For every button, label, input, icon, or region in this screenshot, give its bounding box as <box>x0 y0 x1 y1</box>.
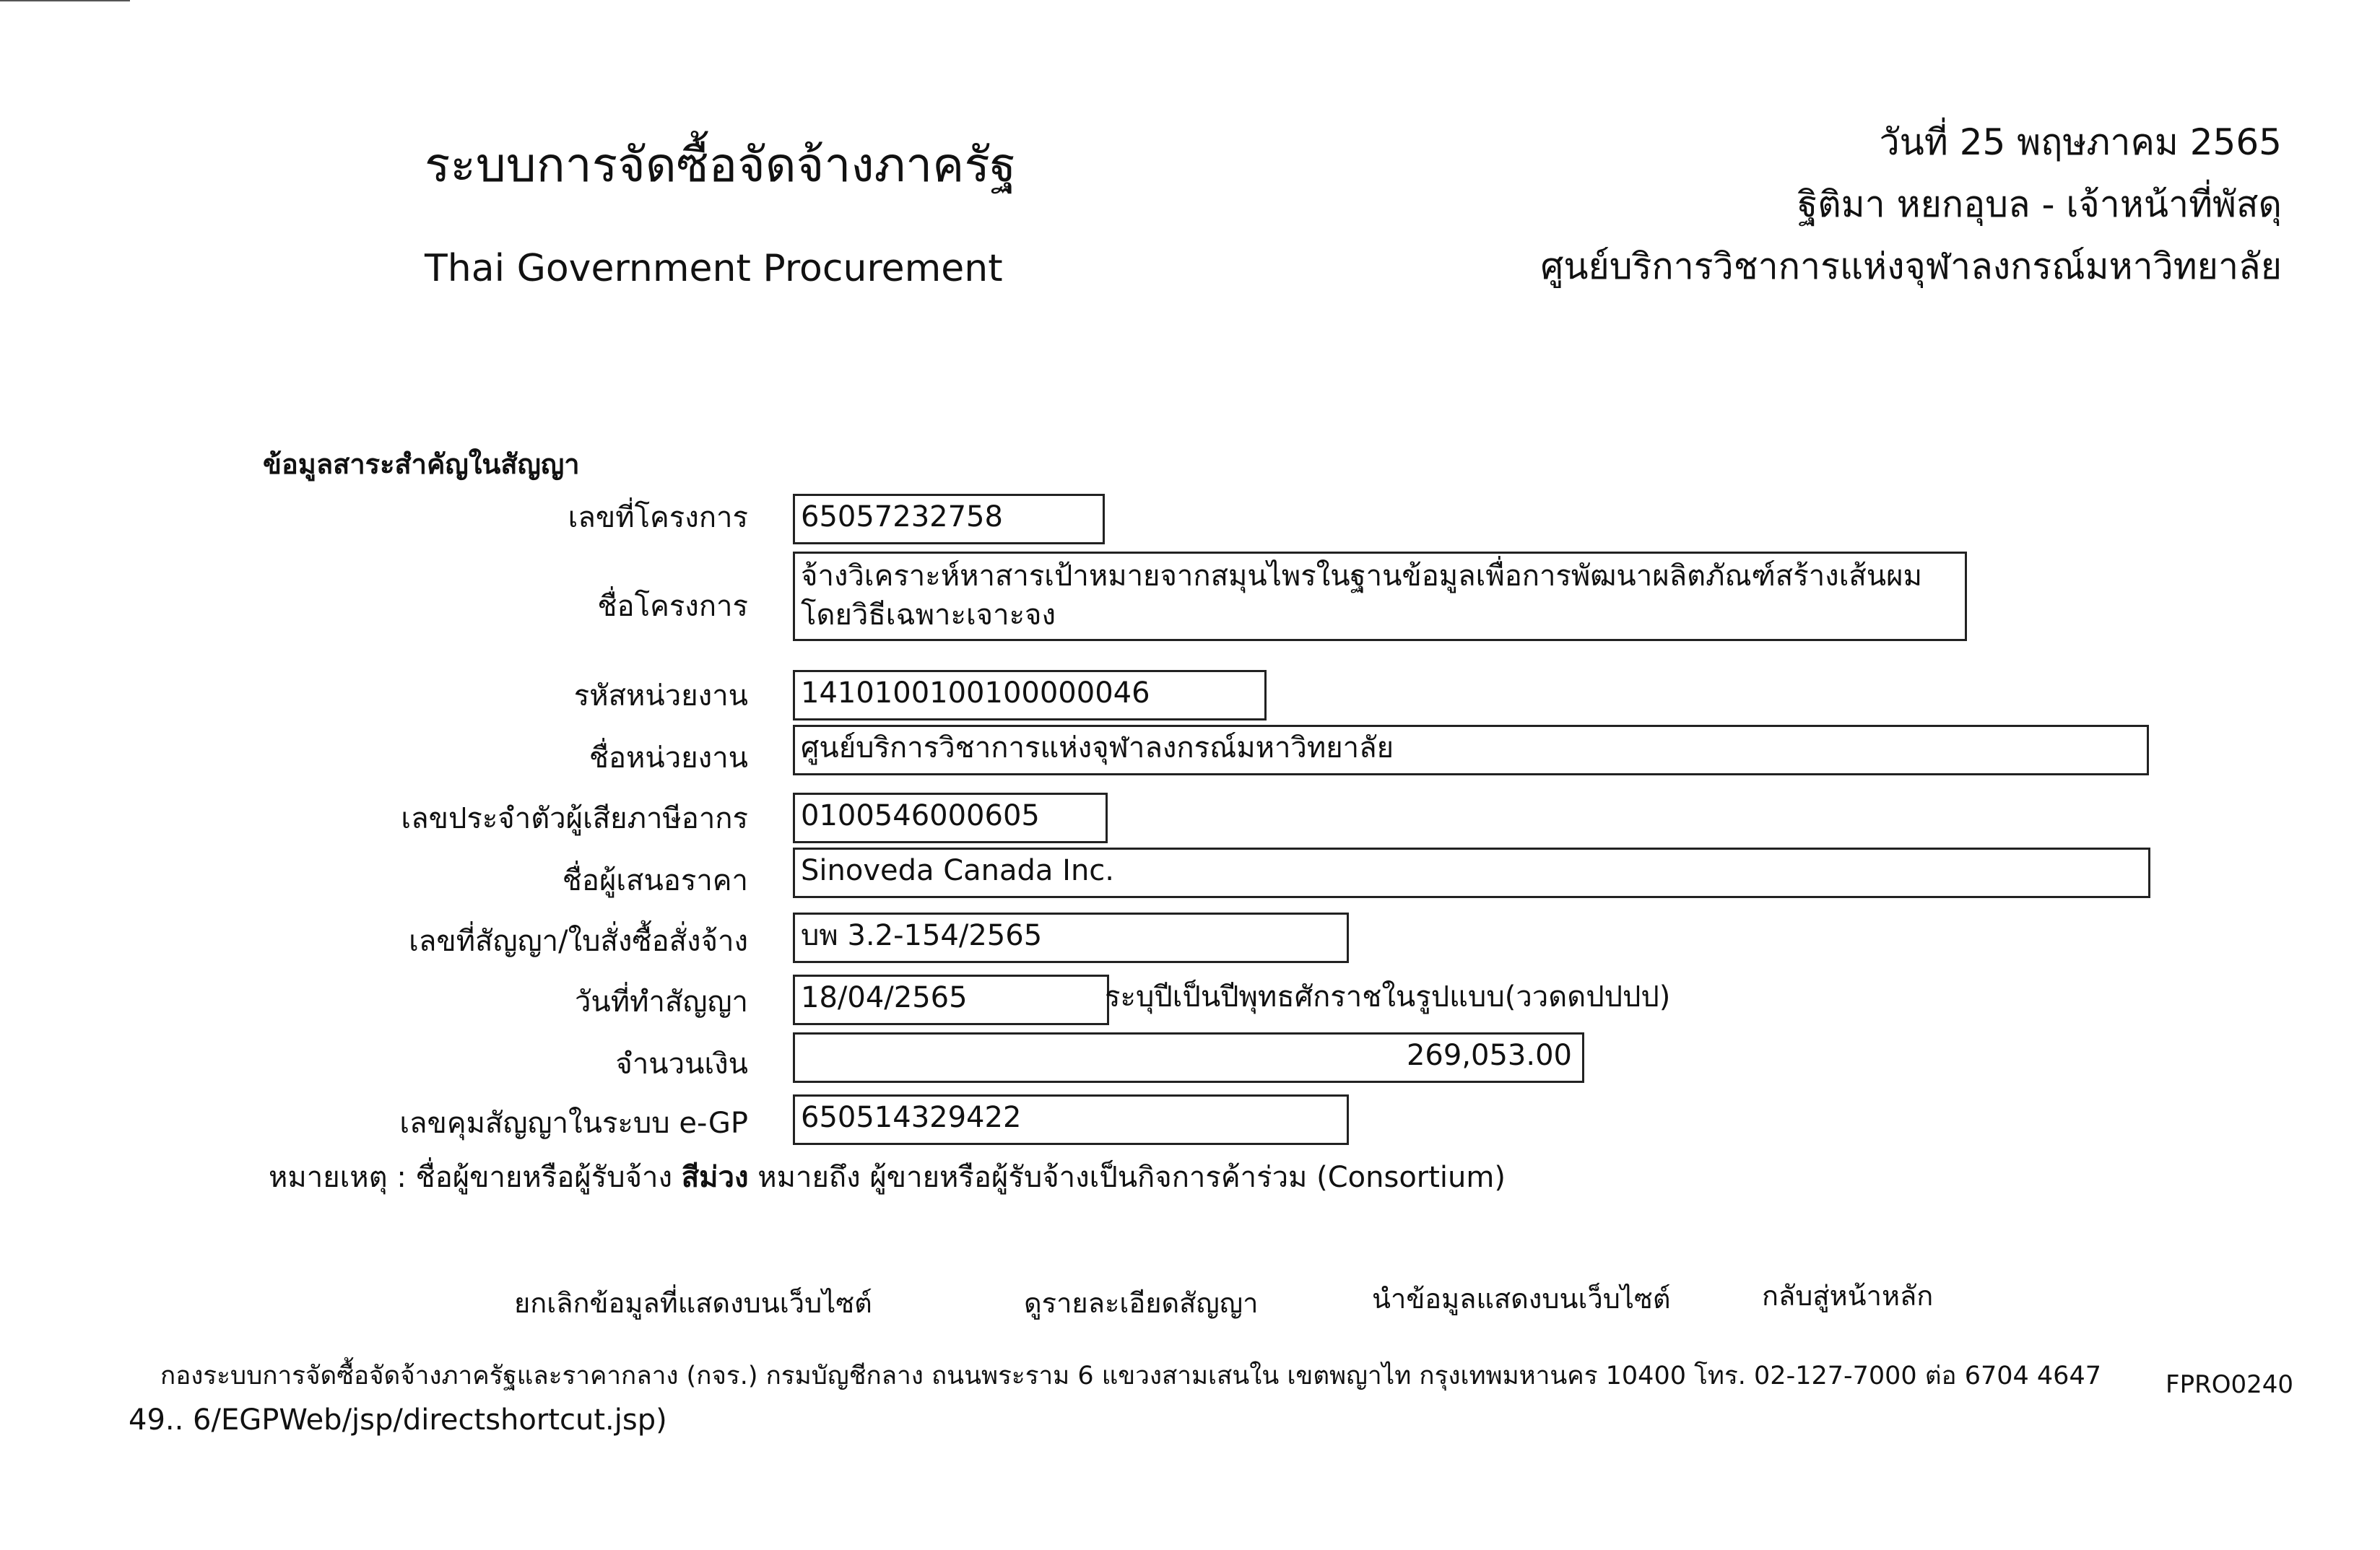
agency-name-label: ชื่อหน่วยงาน <box>589 741 748 775</box>
cancel-display-link[interactable]: ยกเลิกข้อมูลที่แสดงบนเว็บไซต์ <box>514 1287 872 1319</box>
report-date: วันที่ 25 พฤษภาคม 2565 <box>1879 121 2282 163</box>
footer-address: กองระบบการจัดซื้อจัดจ้างภาครัฐและราคากลาง (กจร.) กรมบัญชีกลาง ถนนพระราม 6 แขวงสามเสนใน เขตพญาไท กรุงเทพมหานคร 10400 โทร. 02-127-7000 ต่อ 6704 4647 <box>160 1362 2101 1390</box>
project-name-field[interactable]: จ้างวิเคราะห์หาสารเป้าหมายจากสมุนไพรในฐานข้อมูลเพื่อการพัฒนาผลิตภัณฑ์สร้างเส้นผม โดยวิธีเฉพาะเจาะจง <box>793 552 1967 641</box>
note-prefix: หมายเหตุ : ชื่อผู้ขายหรือผู้รับจ้าง <box>269 1161 673 1194</box>
scan-artifact-line <box>0 0 130 1</box>
consortium-note <box>269 1154 1506 1200</box>
egp-contract-no-field[interactable]: 650514329422 <box>793 1094 1349 1145</box>
agency-code-label: รหัสหน่วยงาน <box>573 679 748 713</box>
contract-date-label: วันที่ทำสัญญา <box>574 985 748 1019</box>
tax-id-field[interactable]: 0100546000605 <box>793 793 1108 843</box>
project-no-label: เลขที่โครงการ <box>568 501 748 534</box>
contract-date-format-hint: ระบุปีเป็นปีพุทธศักราชในรูปแบบ(ววดดปปปป) <box>1105 980 1671 1014</box>
agency-name-field[interactable]: ศูนย์บริการวิชาการแห่งจุฬาลงกรณ์มหาวิทยาลัย <box>793 725 2149 775</box>
note-suffix: หมายถึง ผู้ขายหรือผู้รับจ้างเป็นกิจการค้าร่วม (Consortium) <box>757 1161 1506 1194</box>
view-contract-link[interactable]: ดูรายละเอียดสัญญา <box>1024 1287 1259 1319</box>
system-title-english: Thai Government Procurement <box>425 247 1003 290</box>
page-url: 49.. 6/EGPWeb/jsp/directshortcut.jsp) <box>129 1403 667 1437</box>
contract-no-field[interactable]: บพ 3.2-154/2565 <box>793 913 1349 963</box>
organization-name: ศูนย์บริการวิชาการแห่งจุฬาลงกรณ์มหาวิทยาลัย <box>1540 245 2282 287</box>
form-code: FPRO0240 <box>2166 1370 2293 1399</box>
section-title: ข้อมูลสาระสำคัญในสัญญา <box>263 448 580 480</box>
contract-date-field[interactable]: 18/04/2565 <box>793 975 1109 1025</box>
contract-no-label: เลขที่สัญญา/ใบสั่งซื้อสั่งจ้าง <box>409 925 748 958</box>
note-highlight: สีม่วง <box>681 1161 749 1194</box>
officer-name: ฐิติมา หยกอุบล - เจ้าหน้าที่พัสดุ <box>1797 183 2282 225</box>
system-title-thai: ระบบการจัดซื้อจัดจ้างภาครัฐ <box>425 137 1017 193</box>
amount-field[interactable]: 269,053.00 <box>793 1032 1584 1083</box>
publish-display-link[interactable]: นำข้อมูลแสดงบนเว็บไซต์ <box>1372 1283 1671 1315</box>
project-name-label: ชื่อโครงการ <box>597 590 748 623</box>
bidder-name-field[interactable]: Sinoveda Canada Inc. <box>793 848 2150 898</box>
agency-code-field[interactable]: 1410100100100000046 <box>793 670 1267 720</box>
bidder-name-label: ชื่อผู้เสนอราคา <box>562 864 748 897</box>
tax-id-label: เลขประจำตัวผู้เสียภาษีอากร <box>401 802 748 835</box>
back-home-link[interactable]: กลับสู่หน้าหลัก <box>1762 1280 1934 1312</box>
project-no-field[interactable]: 65057232758 <box>793 494 1105 544</box>
egp-contract-no-label: เลขคุมสัญญาในระบบ e-GP <box>399 1107 748 1140</box>
amount-label: จำนวนเงิน <box>615 1048 748 1081</box>
